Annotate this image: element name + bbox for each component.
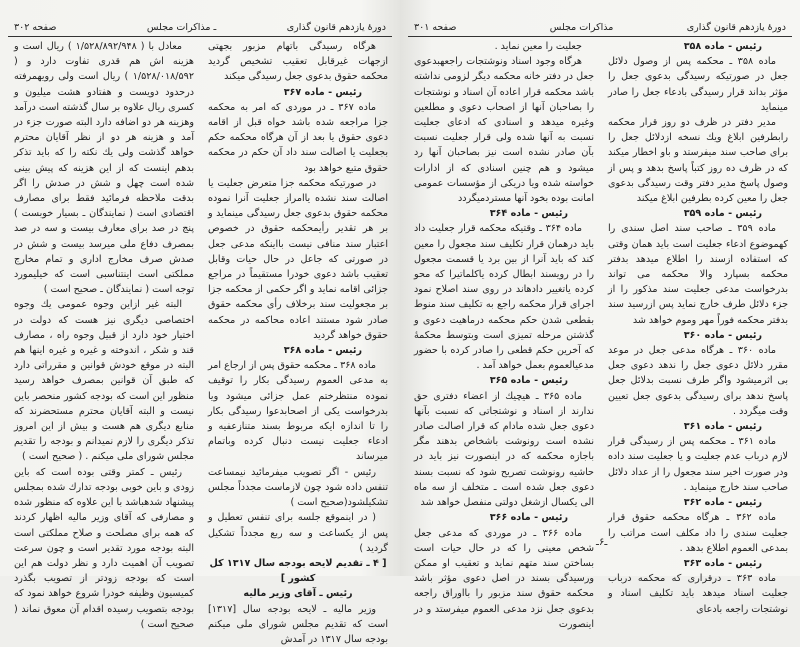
paragraph: در صورتیکه محکمه جزا متعرض جعلیت یا اصالت سند نشده یاامراز جعلیت آنرا نموده محکمه حقوق بدعوی جعل رسیدگی مینماید و بر هر تقدیر رأیمحکمه حقوق در خصوص اعتبار سند منافی نیست بااینکه مدعی جعل در صورتی که جاعل در حال حیات وقابل تعقیب باشد دعوی خودرا مستقیماً در مراجع جزائی اقامه نماید و اگر حکمی از محکمه جزا بر مجعولیت سند برخلاف رأی محکمه حقوق صادر شود مستند اعاده محاکمه در محکمه حقوق خواهد گردید <box>208 177 388 341</box>
paragraph: هرگاه وجود اسناد ونوشتجات راجعهبدعوی جعل در دفتر خانه محکمه دیگر لزومی نداشته باشد محکمه قرار اعاده آن اسناد و نوشتجات را بصاحبان آنها از اصحاب دعوی و مطلعین وغیره میدهد و اسنادی که ادعای جعلیت نسبت به آنها شده ولی قرار جعلیت نسبت بآن صادر نشده است نیز بصاحبان آنها رد میشود و هم چنین اسنادی که از ادارات خواسته شده ویا دریکی از مؤسسات عمومی امانت بوده بخود آنها مستردمیگردد <box>414 56 594 205</box>
column-2 <box>414 39 594 632</box>
paragraph: ماده ۳۶۱ ـ محکمه پس از رسیدگی قرار لازم درباب عدم جعلیت و یا جعلیت سند داده ودر صورت اخیر سند مجعول را از عداد دلائل صاحب سند خارج مینماید . <box>608 436 788 493</box>
page-header <box>408 22 792 37</box>
article-heading: رئیس - ماده ۳۶۱ <box>683 421 762 433</box>
paragraph: ماده ۳۶۳ ـ درقراری که محکمه درباب جعلیت اسناد میدهد باید تکلیف اسناد و نوشتجات راجعه بادعای <box>608 573 788 615</box>
article-heading: رئیس - ماده ۳۶۴ <box>489 208 568 220</box>
article-heading: رئیس - ماده ۳۶۰ <box>683 329 762 341</box>
paragraph: ماده ۳۶۶ ـ در موردی که مدعی جعل شخص معینی را که در حال حیات است بساختن سند متهم نماید و تعقیب او ممکن ورسیدگی بسند در اصل دعوی مؤثر باشد محکمه حقوق سند مزبور را بااوراق راجعه بدعوی جعل نزد مدعی العموم میفرستد و در اینصورت <box>414 527 594 630</box>
section-heading: [ ۴ ـ تقدیم لایحه بودجه سال ۱۳۱۷ کل کشور ] <box>209 557 387 585</box>
paragraph: ماده ۳۶۴ ـ وقتیکه محکمه قرار جعلیت داد باید درهمان قرار تکلیف سند مجعول را معین کند که باید آنرا از بین برد یا قسمت مجعول را در رویسند ابطال کرده یاکلماتیرا که محو کرده یاتغییر دادهاند در روی سند اصلاح نمود اجرای قرار محکمه راجع به تکلیف سند منوط بقطعی شدن حکم محکمه درماهیت دعوی و گذشتن مرحله تمیزی است وبتوسط محکمهٔ که آخرین حکم قطعی را صادر کرده با حضور مدعیالعموم بعمل خواهد آمد . <box>414 223 594 372</box>
page-302 <box>0 0 400 645</box>
page-301 <box>400 0 800 630</box>
paragraph: ( در اینموقع جلسه برای تنفس تعطیل و پس از یکساعت و سه ربع مجدداً تشکیل گردید ) <box>208 512 388 554</box>
article-heading: رئیس - ماده ۳۵۹ <box>683 208 762 220</box>
header-page-number: صفحه ۳۰۲ <box>14 22 57 33</box>
paragraph: وزیر مالیه ـ لایحه بودجه سال [۱۳۱۷] است که تقدیم مجلس شورای ملی میکنم بودجه سال ۱۳۱۷ در آمدش <box>208 603 388 645</box>
paragraph: هرگاه رسیدگی باتهام مزبور بجهتی ازجهات غیرقابل تعقیب تشخیص گردید محکمه حقوق بدعوی جعل رسیدگی میکند <box>208 41 388 83</box>
article-heading: رئیس - ماده ۳۶۶ <box>489 512 568 524</box>
article-heading: رئیس - ماده ۳۶۸ <box>283 345 362 357</box>
paragraph: رئیس - اگر تصویب میفرمائید نیمساعت تنفس داده شود چون لازماست مجدداً مجلس تشکیلشود(صحیح است ) <box>208 466 388 509</box>
article-heading: رئیس - ماده ۳۶۵ <box>489 375 568 387</box>
section-heading: رئیس ـ آقای وزیر مالیه <box>243 588 353 600</box>
paragraph: معادل با ( ۱/۵۲۸/۸۹۲/۹۴۸ ) ریال است و هزینه اش هم قدری تفاوت دارد و ( ۱/۵۲۸/۰۱۸/۵۹۲ ) ریال است ولی رویهمرفته درحدود دویست و هفتادو هشت میلیون و کسری ریال علاوه بر سال گذشته است درآمد وهزینه هر دو اضافه دارد البته صورت جزء در آمد و هزینه هر دو از نظر آقایان محترم خواهد گذشت ولی یك نکته را که باید تذکر بدهم اینست که از این هزینه که پیش بینی شده است چهل و شش در صدش را اگر بدقت ملاحظه فرمائید فقط برای مصارف اقتصادی است ( نمایندگان ـ بسیار خوبست ) پنج در صد برای معارف بیست و سه در صد بمصرف دفاع ملی میرسد بیست و شش در صدش صرف مخارج اداری و تمام مخارج مملکتی است اینتناسبی است که خیلیمورد توجه است ( نمایندگان ـ صحیح است ) <box>14 41 194 296</box>
header-title: ـ مذاکرات مجلس <box>146 22 217 33</box>
page-header <box>8 22 392 37</box>
header-section: دورهٔ یازدهم قانون گذاری <box>286 22 386 33</box>
article-heading: رئیس - ماده ۳۶۷ <box>283 86 362 98</box>
paragraph: ماده ۳۶۸ ـ محکمه حقوق پس از ارجاع امر به مدعی العموم رسیدگی بکار را توقیف نموده منتظرختم عمل جزائی میشود ویا بدرخواست یکی از اصحابدعوا رسیدگی بکار را تا اندازه ایکه مربوط بسند متنازعفیه و ادعاء جعلیت نیست دنبال کرده وباتمام میرساند <box>208 360 388 463</box>
paragraph: مدیر دفتر در ظرف دو روز قرار محکمه رابطرفین ابلاغ ویك نسخه ازدلائل جعل را برای صاحب سند میفرستد و باو اخطار میکند که در ظرف ده روز کتباً پاسخ بدهد و پس از وصول پاسخ مدیر دفتر وقت رسیدگی بدعوی جعل را معین کرده بطرفین ابلاغ میکند <box>608 117 788 205</box>
paragraph: ماده ۳۶۵ ـ هیچیك از اعضاء دفتری حق ندارند از اسناد و نوشتجاتی که نسبت بآنها دعوی جعل شده مادام که قرار اصالت صادر نشده است رونوشت باشخاص بدهند مگر باجازه محکمه که در اینصورت نیز باید در حاشیه رونوشت تصریح شود که نسبت بسند دعوی جعل شده است ـ متخلف از سه ماه الی یکسال ازشغل دولتی منفصل خواهد شد <box>414 390 594 509</box>
paragraph: البته غیر ازاین وجوه عمومی یك وجوه اختصاصی دیگری نیز هست که دولت در اختیار خود دارد از قبیل وجوه راه ، مصارف قند و شکر ، اندوخته و غیره و غیره اینها هم البته در موقع خودش قوانین و مقرراتی دارد که طبق آن قوانین بمصرف خواهد رسید منظور این است که بودجه کشور منحصر باین نیست و البته آقایان محترم مستحضرند که منابع دیگری هم هست و بیش از این امروز تذکر دیگری را لازم نمیدانم و بودجه را تقدیم مجلس شورای ملی میکنم . ( صحیح است ) <box>14 299 194 463</box>
header-title: مذاکرات مجلس <box>549 22 614 33</box>
paragraph: ماده ۳۶۰ ـ هرگاه مدعی جعل در موعد مقرر دلائل دعوی جعل را ندهد دعوی جعل بی اثرمیشود واگر طرف نسبت بدلائل جعل پاسخ ندهد برای رسیدگی بدعوی جعل تعیین وقت میگردد . <box>608 345 788 417</box>
paragraph: ماده ۳۵۹ ـ صاحب سند اصل سندی را کهموضوع ادعاء جعلیت است باید همان وقتی که استفاده ازسند را اطلاع میدهد بدفتر محکمه بسپارد والا محکمه می تواند بدرخواست مدعی جعلیت سند مذکور را از جزء دلائل طرف خارج نماید پس ازرسید سند بدفتر محکمه فوراً مهر وموم خواهد شد <box>608 223 788 326</box>
article-heading: رئیس - ماده ۳۶۲ <box>683 497 762 509</box>
columns <box>8 37 392 647</box>
column-1 <box>208 39 388 647</box>
column-1 <box>608 39 788 632</box>
article-heading: رئیس - ماده ۳۶۳ <box>683 557 762 569</box>
column-2 <box>14 39 194 647</box>
paragraph: ماده ۳۶۲ ـ هرگاه محکمه حقوق قرار جعلیت سندی را داد مکلف است مراتب را بمدعی العموم اطلاع بدهد . <box>608 512 788 554</box>
paragraph: ماده ۳۵۸ ـ محکمه پس از وصول دلائل جعل در صورتیکه رسیدگی بدعوی جعل را مؤثر بداند قرار رسیدگی بادعاء جعل را صادر مینماید <box>608 56 788 113</box>
paragraph: ماده ۳۶۷ ـ در موردی که امر به محکمه جزا مراجعه شده باشد خواه قبل از اقامه دعوی حقوق یا بعد از آن هرگاه محکمه حکم بجعلیت یا اصالت سند داد آن حکم در محکمه حقوق متبع خواهد بود <box>208 101 388 174</box>
header-page-number: صفحه ۳۰۱ <box>414 22 457 33</box>
article-heading: رئیس - ماده ۳۵۸ <box>683 41 762 52</box>
header-section: دورهٔ یازدهم قانون گذاری <box>686 22 786 33</box>
page-footer-mark: ـ۶ـ <box>596 537 608 548</box>
paragraph: رئیس ـ کمتر وقتی بوده است که باین زودی و باین خوبی بودجه تدارك شده بمجلس پیشنهاد شدهباشد با این علاوه که منظور شده و مصارفی که آقای وزیر مالیه اظهار کردند که همه برای مصلحت و صلاح مملکتی است البته بودجه مورد تقدیر است و چون سرعت تصویب آن اهمیت دارد و نظر دولت هم این است که بودجه زودتر از تصویب بگذرد کمیسیون وظیفه خودرا شروع خواهد نمود که بودجه بتصویب رسیده اقدام آن معوق نماند ( صحیح است ) <box>14 466 194 630</box>
paragraph: جعلیت را معین نماید . <box>494 41 582 52</box>
